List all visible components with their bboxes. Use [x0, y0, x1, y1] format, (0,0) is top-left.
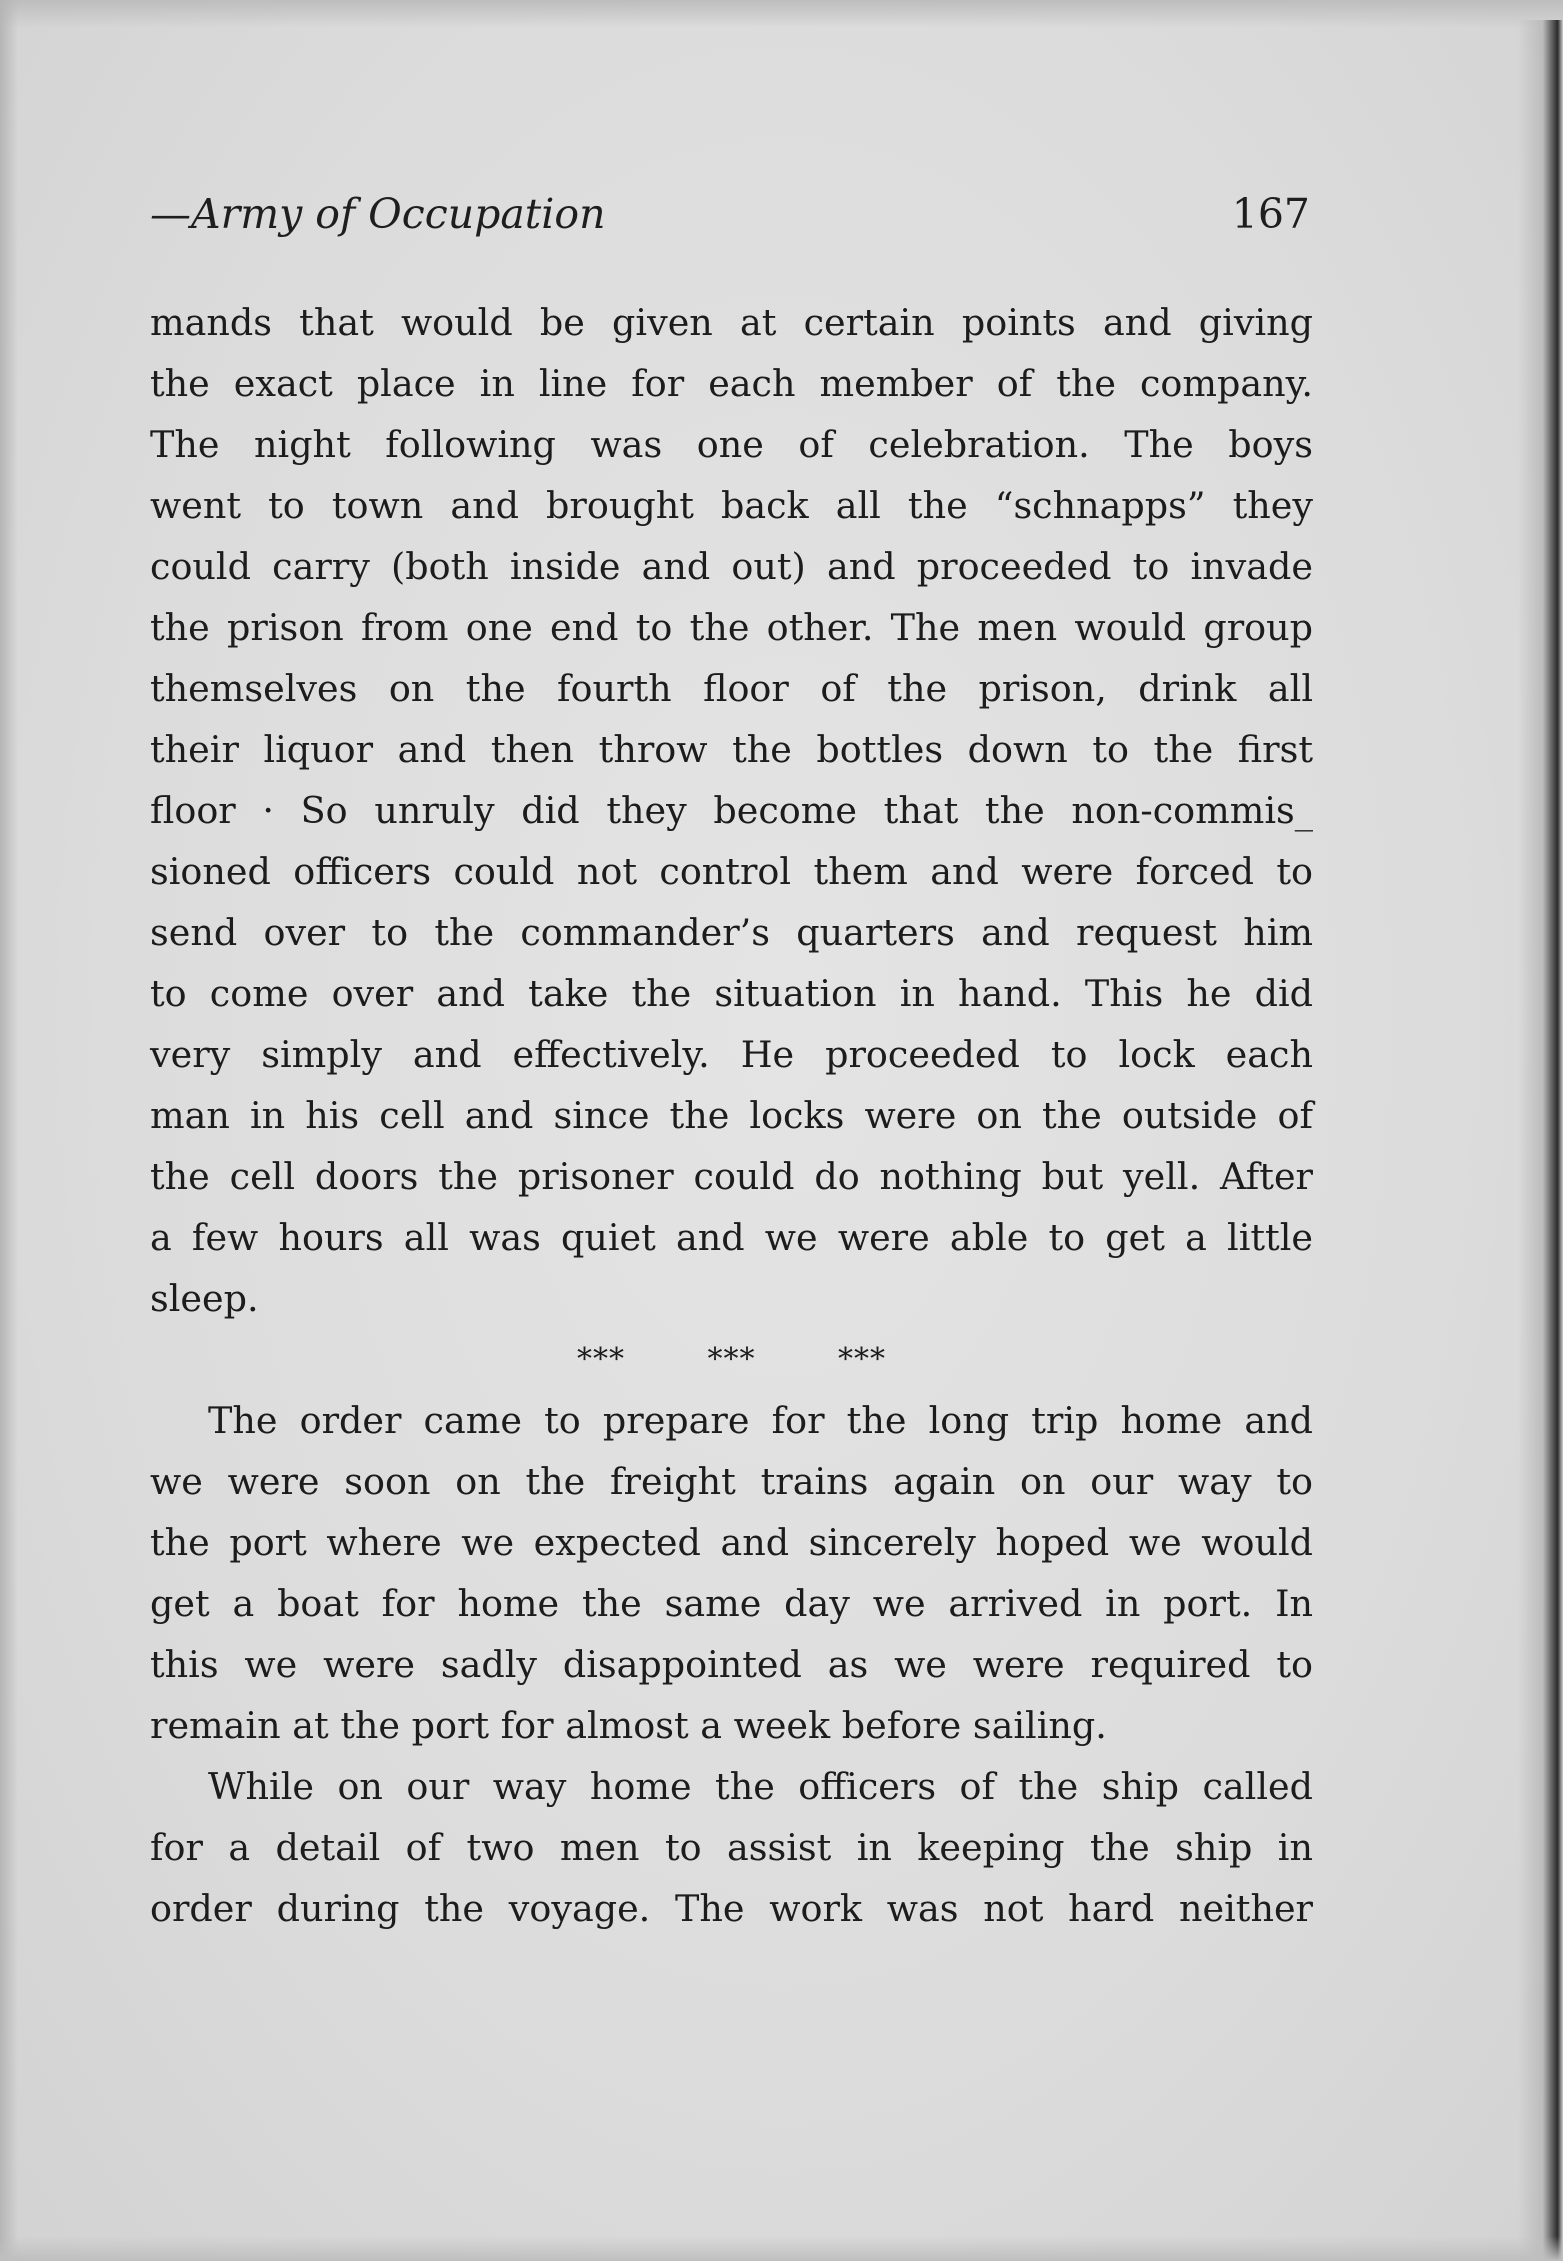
text-line: order during the voyage. The work was not hard neither: [150, 1887, 1313, 1930]
text-line: themselves on the fourth floor of the prison, drink all: [150, 667, 1313, 710]
text-line: remain at the port for almost a week before sailing.: [150, 1704, 1107, 1747]
page-edge-top: [0, 0, 1563, 28]
text-line: we were soon on the freight trains again on our way to: [150, 1460, 1313, 1503]
separator-stars: ***: [576, 1342, 625, 1377]
body-text: [150, 292, 1313, 1939]
text-line: The order came to prepare for the long trip home and: [208, 1399, 1313, 1442]
text-line: went to town and brought back all the “schnapps” they: [150, 484, 1313, 527]
page-edge-right: [1518, 20, 1563, 2261]
text-line: the port where we expected and sincerely hoped we would: [150, 1521, 1313, 1564]
text-line: man in his cell and since the locks were on the outside of: [150, 1094, 1313, 1137]
text-line: send over to the commander’s quarters and request him: [150, 911, 1313, 954]
text-line: floor · So unruly did they become that the non-commis_: [150, 789, 1313, 832]
text-line: the cell doors the prisoner could do nothing but yell. After: [150, 1155, 1313, 1198]
text-line: could carry (both inside and out) and proceeded to invade: [150, 545, 1313, 588]
text-line: for a detail of two men to assist in keeping the ship in: [150, 1826, 1313, 1869]
separator-stars: ***: [707, 1342, 756, 1377]
text-line: While on our way home the officers of the ship called: [208, 1765, 1313, 1808]
page-number: 167: [1231, 190, 1310, 238]
text-line: the exact place in line for each member of the company.: [150, 362, 1313, 405]
text-line: to come over and take the situation in hand. This he did: [150, 972, 1313, 1015]
text-line: their liquor and then throw the bottles down to the first: [150, 728, 1313, 771]
text-line: mands that would be given at certain points and giving: [150, 301, 1313, 344]
text-line: get a boat for home the same day we arrived in port. In: [150, 1582, 1313, 1625]
separator-stars: ***: [838, 1342, 887, 1377]
text-line: a few hours all was quiet and we were able to get a little: [150, 1216, 1313, 1259]
text-line: very simply and effectively. He proceeded to lock each: [150, 1033, 1313, 1076]
page-edge-bottom: [0, 2236, 1563, 2261]
text-line: sleep.: [150, 1277, 259, 1320]
text-line: this we were sadly disappointed as we were required to: [150, 1643, 1313, 1686]
text-line: The night following was one of celebration. The boys: [150, 423, 1313, 466]
text-line: the prison from one end to the other. The men would group: [150, 606, 1313, 649]
running-title: —Army of Occupation: [150, 190, 606, 238]
running-head: [150, 190, 1310, 250]
text-line: sioned officers could not control them and were forced to: [150, 850, 1313, 893]
page-edge-left: [0, 0, 18, 2261]
section-separator: [150, 1329, 1313, 1390]
